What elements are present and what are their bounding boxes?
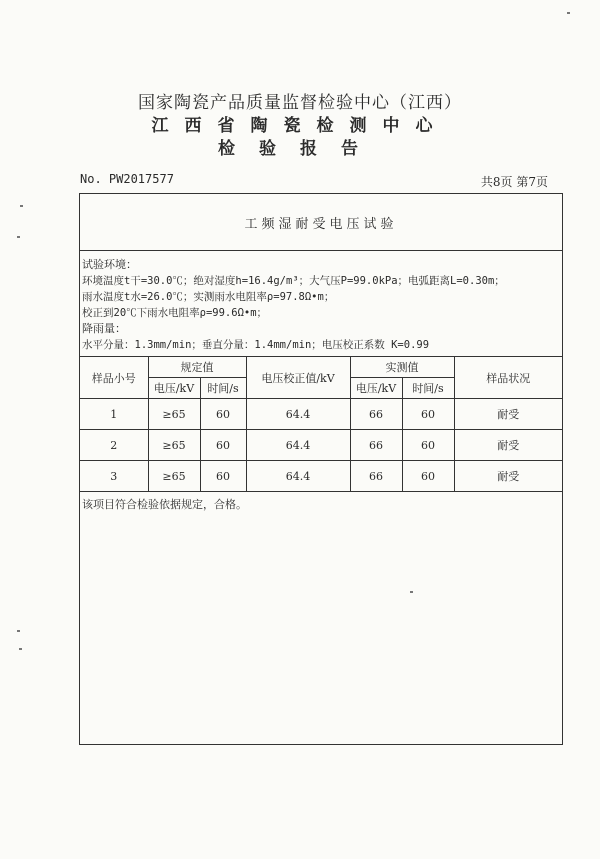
cell-spec-voltage: ≥65 <box>148 430 200 461</box>
results-table <box>80 356 562 492</box>
test-title: 工频湿耐受电压试验 <box>80 194 562 251</box>
environment-line-1: 环境温度t干=30.0℃；绝对湿度h=16.4g/m³；大气压P=99.0kPa；电弧距离L=0.30m； <box>82 275 505 287</box>
subheader-spec-time: 时间/s <box>200 378 246 399</box>
report-header <box>0 92 600 160</box>
cell-meas-voltage: 66 <box>350 461 402 492</box>
scan-speck <box>17 236 20 238</box>
cell-spec-voltage: ≥65 <box>148 399 200 430</box>
table-header-row <box>80 357 562 378</box>
environment-line-4: 降雨量： <box>82 322 126 335</box>
subheader-meas-time: 时间/s <box>402 378 454 399</box>
cell-status: 耐受 <box>454 430 562 461</box>
cell-corrected-voltage: 64.4 <box>246 430 350 461</box>
cell-spec-voltage: ≥65 <box>148 461 200 492</box>
cell-meas-time: 60 <box>402 430 454 461</box>
header-sample-status: 样品状况 <box>454 357 562 399</box>
environment-line-2: 雨水温度t水=26.0℃；实测雨水电阻率ρ=97.8Ω•m； <box>82 291 335 303</box>
cell-meas-time: 60 <box>402 461 454 492</box>
scan-speck <box>410 591 413 593</box>
scan-speck <box>17 630 20 632</box>
center-name: 国家陶瓷产品质量监督检验中心（江西） <box>138 93 462 113</box>
test-environment <box>80 251 562 353</box>
cell-meas-time: 60 <box>402 399 454 430</box>
header-specified: 规定值 <box>148 357 246 378</box>
table-row <box>80 461 562 492</box>
scan-speck <box>20 205 23 207</box>
subheader-meas-voltage: 电压/kV <box>350 378 402 399</box>
report-number: No. PW2017577 <box>80 172 174 186</box>
header-measured: 实测值 <box>350 357 454 378</box>
header-sample-no: 样品小号 <box>80 357 148 399</box>
cell-status: 耐受 <box>454 461 562 492</box>
cell-sample-no: 3 <box>80 461 148 492</box>
cell-spec-time: 60 <box>200 461 246 492</box>
scan-speck <box>19 648 22 650</box>
environment-line-5: 水平分量：1.3mm/min；垂直分量：1.4mm/min；电压校正系数 K=0.99 <box>82 339 430 351</box>
scan-speck <box>567 12 570 14</box>
environment-line-3: 校正到20℃下雨水电阻率ρ=99.6Ω•m； <box>82 307 268 319</box>
environment-heading: 试验环境： <box>82 258 137 271</box>
cell-spec-time: 60 <box>200 430 246 461</box>
cell-meas-voltage: 66 <box>350 399 402 430</box>
cell-sample-no: 1 <box>80 399 148 430</box>
provincial-center-name: 江西省陶瓷检测中心 <box>151 116 449 136</box>
page-indicator: 共8页 第7页 <box>480 175 548 189</box>
report-type: 检验报告 <box>218 139 382 159</box>
cell-corrected-voltage: 64.4 <box>246 461 350 492</box>
cell-corrected-voltage: 64.4 <box>246 399 350 430</box>
cell-sample-no: 2 <box>80 430 148 461</box>
cell-status: 耐受 <box>454 399 562 430</box>
subheader-spec-voltage: 电压/kV <box>148 378 200 399</box>
cell-spec-time: 60 <box>200 399 246 430</box>
report-frame <box>79 193 563 745</box>
table-row <box>80 430 562 461</box>
cell-meas-voltage: 66 <box>350 430 402 461</box>
conclusion: 该项目符合检验依据规定，合格。 <box>82 498 247 511</box>
header-corrected-voltage: 电压校正值/kV <box>246 357 350 399</box>
table-row <box>80 399 562 430</box>
